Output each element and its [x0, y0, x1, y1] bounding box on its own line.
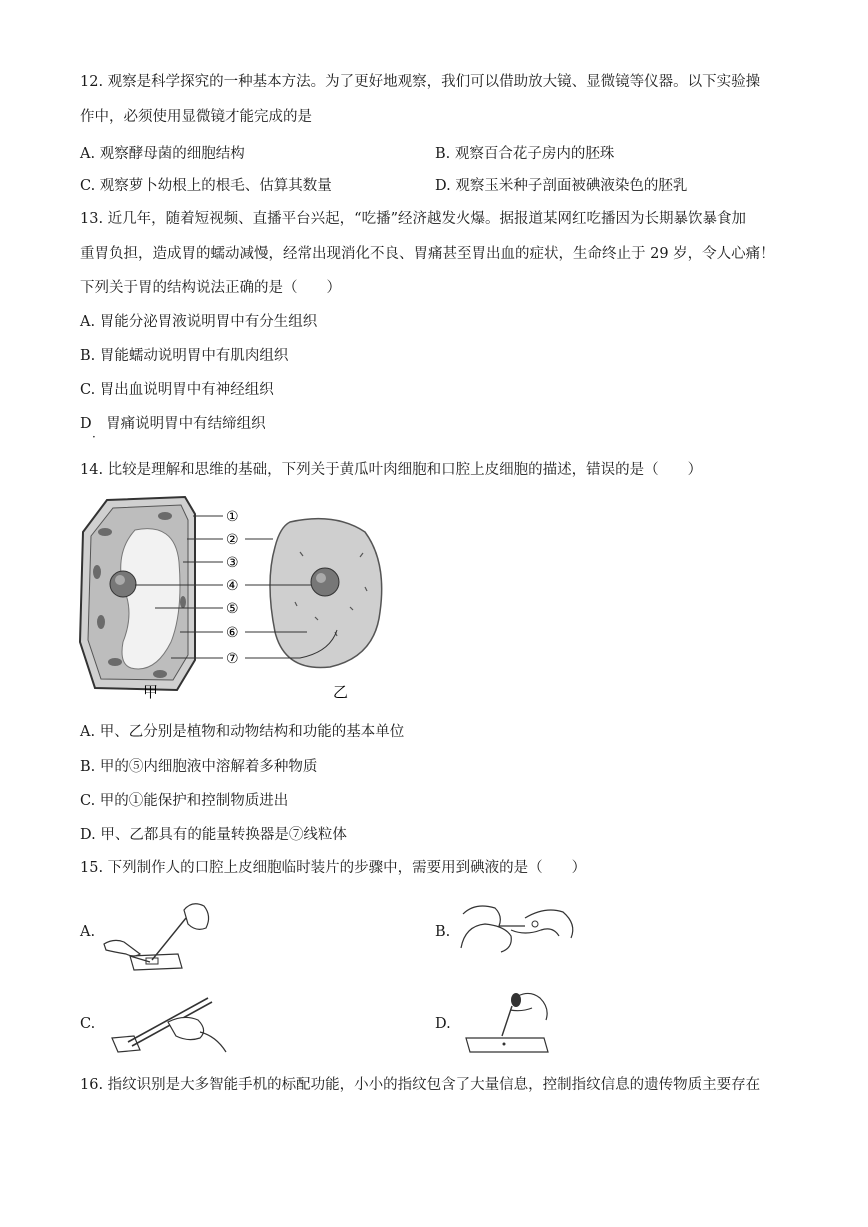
- caption-yi: 乙: [333, 683, 349, 701]
- cell-diagram: [75, 492, 405, 702]
- q15-option-c-label: C.: [80, 1016, 96, 1032]
- chloroplast: [158, 512, 172, 520]
- chloroplast: [98, 528, 112, 536]
- chloroplast: [97, 615, 105, 629]
- label-4: ④: [226, 578, 239, 594]
- q13-stem-line2: 重胃负担，造成胃的蠕动减慢，经常出现消化不良、胃痛甚至胃出血的症状，生命终止于 29 岁，令人心痛！: [80, 246, 775, 262]
- q15-stem: 15. 下列制作人的口腔上皮细胞临时装片的步骤中，需要用到碘液的是（ ）: [80, 860, 587, 876]
- q12-option-b: B. 观察百合花子房内的胚珠: [435, 146, 615, 162]
- dot-mark: ·: [92, 430, 96, 444]
- animal-nucleolus: [316, 573, 326, 583]
- q14-option-b: B. 甲的⑤内细胞液中溶解着多种物质: [80, 759, 318, 775]
- q15-illustration-c: [108, 992, 238, 1062]
- q15-option-d-label: D.: [435, 1016, 451, 1032]
- q15-option-a-label: A.: [80, 924, 96, 940]
- q13-option-b: B. 胃能蠕动说明胃中有肌肉组织: [80, 348, 289, 364]
- q13-option-a: A. 胃能分泌胃液说明胃中有分生组织: [80, 314, 318, 330]
- caption-jia: 甲: [143, 683, 159, 701]
- chloroplast: [153, 670, 167, 678]
- animal-nucleus: [311, 568, 339, 596]
- label-3: ③: [226, 555, 239, 571]
- q15-illustration-d: [460, 990, 570, 1060]
- plant-nucleolus: [115, 575, 125, 585]
- q14-option-c: C. 甲的①能保护和控制物质进出: [80, 793, 289, 809]
- q15-option-b-label: B.: [435, 924, 451, 940]
- q15-illustration-a: [100, 898, 220, 978]
- label-5: ⑤: [226, 601, 239, 617]
- q13-stem-line1: 13. 近几年，随着短视频、直播平台兴起，“吃播”经济越发火爆。据报道某网红吃播因为长期暴饮暴食加: [80, 211, 746, 227]
- label-1: ①: [226, 509, 239, 525]
- q13-stem-line3: 下列关于胃的结构说法正确的是（ ）: [80, 280, 341, 296]
- label-6: ⑥: [226, 625, 239, 641]
- q14-stem: 14. 比较是理解和思维的基础，下列关于黄瓜叶肉细胞和口腔上皮细胞的描述，错误的是（ ）: [80, 462, 703, 478]
- q13-option-d: D 胃痛说明胃中有结缔组织: [80, 416, 266, 432]
- q14-option-d: D. 甲、乙都具有的能量转换器是⑦线粒体: [80, 827, 347, 843]
- label-7: ⑦: [226, 651, 239, 667]
- q13-option-c: C. 胃出血说明胃中有神经组织: [80, 382, 274, 398]
- q16-stem: 16. 指纹识别是大多智能手机的标配功能，小小的指纹包含了大量信息，控制指纹信息的遗传物质主要存在: [80, 1077, 761, 1093]
- chloroplast: [108, 658, 122, 666]
- q12-option-a: A. 观察酵母菌的细胞结构: [80, 146, 245, 162]
- q15-illustration-b: [455, 896, 585, 966]
- chloroplast: [93, 565, 101, 579]
- q12-option-c: C. 观察萝卜幼根上的根毛、估算其数量: [80, 178, 332, 194]
- chloroplast: [180, 596, 186, 608]
- q14-option-a: A. 甲、乙分别是植物和动物结构和功能的基本单位: [80, 724, 405, 740]
- q12-option-d: D. 观察玉米种子剖面被碘液染色的胚乳: [435, 178, 688, 194]
- label-2: ②: [226, 532, 239, 548]
- q12-stem-line1: 12. 观察是科学探究的一种基本方法。为了更好地观察，我们可以借助放大镜、显微镜等仪器。以下实验操: [80, 74, 761, 90]
- q12-stem-line2: 作中，必须使用显微镜才能完成的是: [80, 109, 312, 125]
